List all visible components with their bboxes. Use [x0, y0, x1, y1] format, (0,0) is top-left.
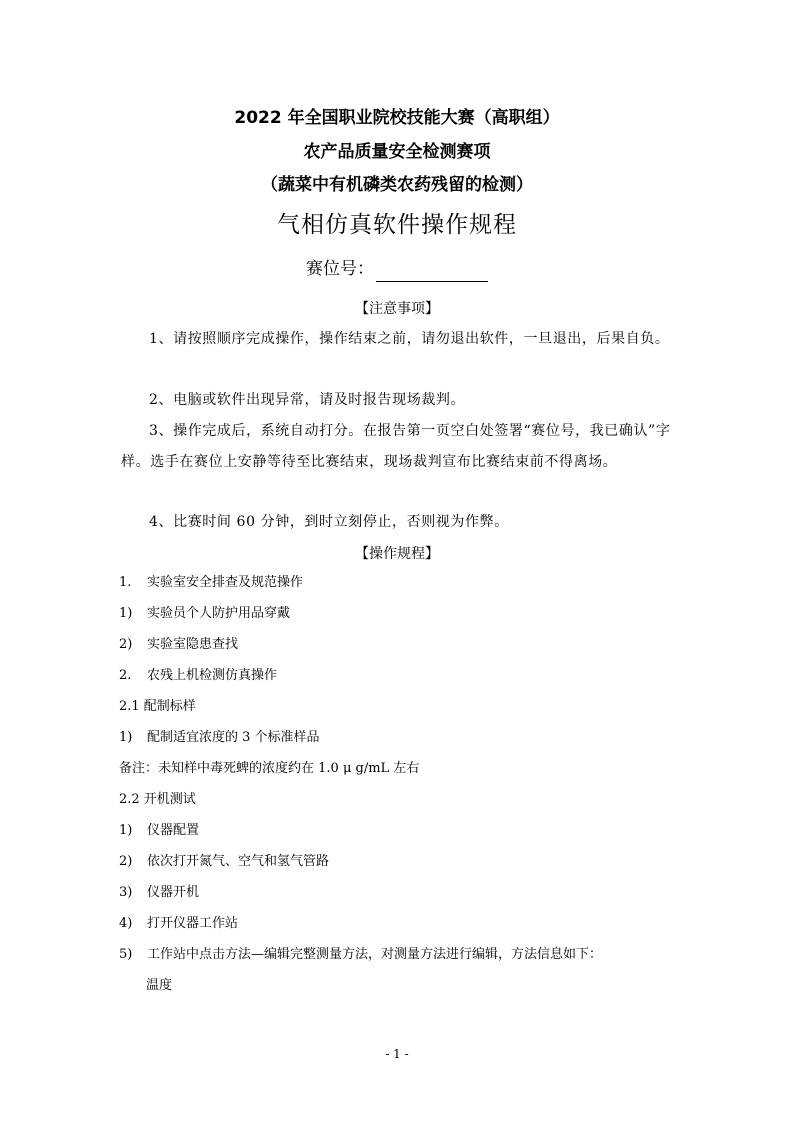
notice-item-3: 3、操作完成后，系统自动打分。在报告第一页空白处签署“赛位号，我已确认”字样。选手在赛位上安静等待至比赛结束，现场裁判宣布比赛结束前不得离场。 — [121, 423, 671, 470]
procedure-line: 2) 实验室隐患查找 — [119, 637, 239, 652]
seat-number-blank — [376, 261, 488, 282]
procedure-line: 温度 — [146, 978, 173, 993]
procedure-line: 备注：未知样中毒死蜱的浓度约在 1.0 μ g/mL 左右 — [119, 761, 420, 776]
procedure-line: 5) 工作站中点击方法—编辑完整测量方法，对测量方法进行编辑，方法信息如下： — [119, 947, 603, 962]
page-number: - 1 - — [385, 1047, 409, 1061]
title-document: 气相仿真软件操作规程 — [277, 212, 517, 238]
procedure-line: 2.2 开机测试 — [119, 792, 196, 807]
procedure-line: 2. 农残上机检测仿真操作 — [119, 668, 278, 683]
procedure-line: 1) 仪器配置 — [119, 823, 200, 838]
procedure-line: 1) 实验员个人防护用品穿戴 — [119, 606, 291, 621]
seat-number-field — [0, 256, 794, 282]
notice-item-2: 2、电脑或软件出现异常，请及时报告现场裁判。 — [149, 392, 466, 408]
procedure-line: 2.1 配制标样 — [119, 699, 196, 714]
notice-item-4: 4、比赛时间 60 分钟，到时立刻停止，否则视为作弊。 — [149, 514, 509, 530]
procedure-line: 2) 依次打开氮气、空气和氢气管路 — [119, 854, 330, 869]
seat-number-label: 赛位号： — [306, 259, 374, 279]
title-competition: 2022 年全国职业院校技能大赛（高职组） — [234, 108, 560, 128]
procedure-line: 4) 打开仪器工作站 — [119, 916, 239, 931]
notice-item-1: 1、请按照顺序完成操作，操作结束之前，请勿退出软件，一旦退出，后果自负。 — [149, 331, 670, 347]
procedure-heading: 【操作规程】 — [355, 546, 439, 562]
procedure-line: 3) 仪器开机 — [119, 885, 200, 900]
notice-heading: 【注意事项】 — [355, 301, 439, 317]
title-subject: （蔬菜中有机磷类农药残留的检测） — [261, 175, 533, 195]
procedure-line: 1. 实验室安全排查及规范操作 — [119, 575, 304, 590]
title-event: 农产品质量安全检测赛项 — [303, 142, 491, 162]
procedure-line: 1) 配制适宜浓度的 3 个标准样品 — [119, 730, 320, 745]
